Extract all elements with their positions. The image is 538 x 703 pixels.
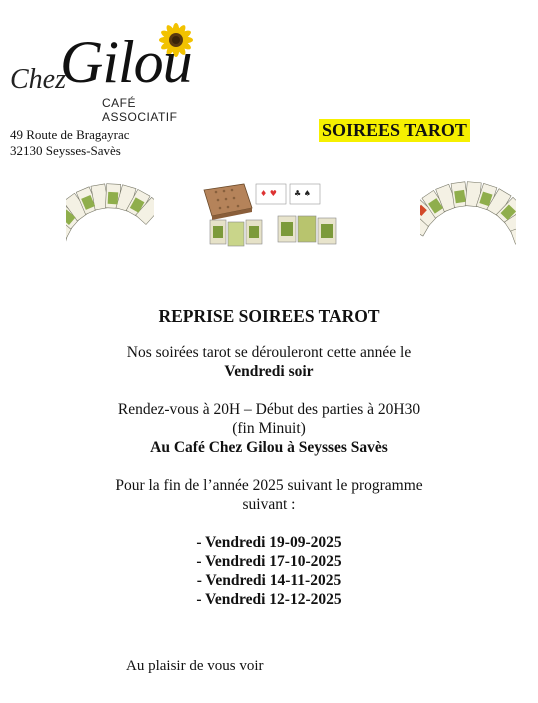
rendezvous-line-2: (fin Minuit) [232, 420, 306, 437]
main-content [0, 307, 538, 609]
logo-subtitle: CAFÉ ASSOCIATIF [102, 96, 178, 124]
logo-gilou-text: Gilou [60, 29, 192, 95]
logo-chez-text: Chez [10, 64, 66, 95]
rendezvous-line-1: Rendez-vous à 20H – Début des parties à 20H30 [117, 401, 421, 418]
intro-block [0, 343, 538, 381]
date-item: - Vendredi 12-12-2025 [196, 591, 342, 608]
program-block [0, 476, 538, 514]
cafe-logo [8, 20, 208, 124]
program-line-1: Pour la fin de l’année 2025 suivant le programme [115, 477, 423, 494]
closing-text: Au plaisir de vous voir [126, 658, 264, 674]
svg-text:♦ ♥: ♦ ♥ [260, 189, 277, 198]
rendezvous-location: Au Café Chez Gilou à Seysses Savès [150, 439, 388, 456]
tarot-cards-fan-left-image [66, 176, 154, 248]
svg-text:♣ ♠: ♣ ♠ [294, 189, 311, 198]
intro-line-2: Vendredi soir [224, 363, 314, 380]
page-heading: REPRISE SOIREES TAROT [158, 306, 380, 326]
tarot-deck-and-cards-image [200, 180, 352, 248]
date-item: - Vendredi 17-10-2025 [196, 553, 342, 570]
date-list [0, 533, 538, 609]
program-line-2: suivant : [242, 496, 296, 513]
date-item: - Vendredi 19-09-2025 [196, 534, 342, 551]
address-line-1: 49 Route de Bragayrac [10, 127, 130, 142]
title-badge: SOIREES TAROT [319, 119, 470, 142]
tarot-cards-fan-right-image [420, 174, 516, 246]
address-block [10, 127, 129, 159]
address-line-2: 32130 Seysses-Savès [10, 143, 121, 158]
intro-line-1: Nos soirées tarot se dérouleront cette année le [126, 344, 412, 361]
rendezvous-block [0, 400, 538, 457]
date-item: - Vendredi 14-11-2025 [196, 572, 342, 589]
